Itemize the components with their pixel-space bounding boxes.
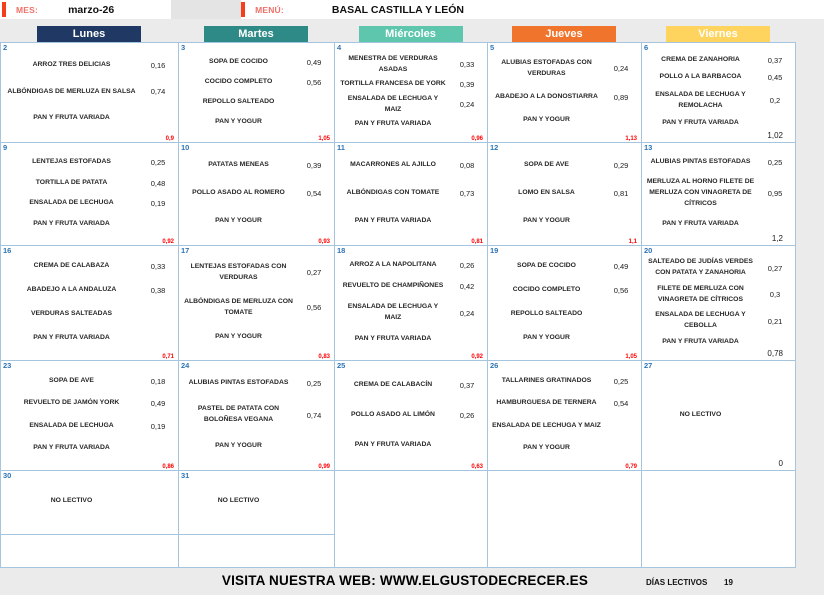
menu-item	[490, 443, 639, 454]
menu-item-name: ENSALADA DE LECHUGA Y CEBOLLA	[655, 311, 746, 330]
day-total: 1,1	[628, 239, 637, 245]
menu-item	[490, 376, 639, 387]
day-total: 1,05	[318, 136, 330, 142]
menu-item-name: PAN Y YOGUR	[523, 333, 570, 341]
day-total: 1,2	[771, 234, 783, 243]
menu-item-name: PAN Y YOGUR	[215, 442, 262, 450]
menu-item-name: HAMBURGUESA DE TERNERA	[496, 399, 597, 407]
menu-item	[490, 261, 639, 272]
weekday-header-miércoles: Miércoles	[359, 26, 463, 42]
menu-item	[337, 54, 485, 76]
day-cell-27	[642, 361, 796, 471]
menu-item	[3, 261, 176, 272]
day-cell-18	[335, 246, 488, 361]
menu-item-value: 0,56	[613, 286, 629, 296]
menu-item-name: ARROZ TRES DELICIAS	[32, 60, 111, 68]
menu-item-value: 0,54	[306, 188, 322, 198]
menu-item-name: PAN Y FRUTA VARIADA	[662, 220, 739, 228]
menu-item-value: 0,27	[306, 268, 322, 278]
menu-item-name: LENTEJAS ESTOFADAS	[32, 157, 111, 165]
menu-item-value: 0,74	[150, 87, 166, 97]
menu-item-name: PAN Y FRUTA VARIADA	[354, 216, 432, 224]
menu-item	[3, 421, 176, 432]
menu-item-value: 0,33	[459, 60, 475, 70]
day-cell-3	[179, 43, 335, 143]
menu-item	[337, 260, 485, 271]
menu-item	[490, 115, 639, 126]
empty-cell	[642, 471, 796, 568]
menu-item	[3, 309, 176, 320]
menu-item-value: 0,25	[306, 378, 322, 388]
menu-item-name: PAN Y FRUTA VARIADA	[662, 118, 739, 126]
menu-item-value: 0,24	[459, 308, 475, 318]
day-cell-13	[642, 143, 796, 246]
day-cell-31	[179, 471, 335, 568]
day-number: 17	[181, 246, 190, 255]
menu-item-value: 0,25	[767, 157, 783, 167]
menu-item	[337, 160, 485, 171]
menu-grid	[0, 42, 796, 568]
menu-item-name: FILETE DE MERLUZA CON VINAGRETA DE CÍTRICOS	[657, 284, 744, 303]
menu-item	[490, 160, 639, 171]
menu-item-name: POLLO ASADO AL ROMERO	[192, 189, 285, 197]
day-cell-4	[335, 43, 488, 143]
day-total: 1,02	[767, 131, 783, 140]
menu-value-field[interactable]: BASAL CASTILLA Y LEÓN	[331, 3, 464, 16]
menu-item	[337, 119, 485, 130]
menu-item	[181, 262, 332, 284]
day-cell-20	[642, 246, 796, 361]
menu-item-name: PATATAS MENEAS	[208, 161, 269, 169]
menu-item-value: 0,56	[306, 303, 322, 313]
menu-item-name: PAN Y YOGUR	[523, 216, 570, 224]
menu-item	[490, 398, 639, 409]
menu-item-name: POLLO A LA BARBACOA	[659, 73, 742, 81]
menu-item	[3, 333, 176, 344]
menu-item	[644, 337, 793, 348]
menu-item	[490, 285, 639, 296]
menu-item-name: TORTILLA DE PATATA	[35, 178, 108, 186]
menu-item-name: COCIDO COMPLETO	[512, 286, 581, 294]
day-total: 0,63	[471, 464, 483, 470]
day-number: 20	[644, 246, 653, 255]
day-total: 0,79	[625, 464, 637, 470]
menu-item-name: VERDURAS SALTEADAS	[30, 309, 113, 317]
menu-item-name: PAN Y FRUTA VARIADA	[33, 333, 110, 341]
menu-item	[3, 285, 176, 296]
menu-item-name: CREMA DE CALABACÍN	[353, 380, 433, 388]
menu-item-value: 0,49	[150, 399, 166, 409]
menu-item-value: 0,81	[613, 188, 629, 198]
top-bar	[0, 0, 824, 19]
menu-item	[181, 332, 332, 343]
menu-item-name: REVUELTO DE CHAMPIÑONES	[342, 282, 444, 290]
menu-item	[490, 333, 639, 344]
menu-item-value: 0,54	[613, 399, 629, 409]
menu-item-name: SOPA DE COCIDO	[209, 57, 268, 65]
accent-bar-icon	[241, 2, 245, 17]
menu-item	[181, 160, 332, 171]
day-total: 0,86	[162, 464, 174, 470]
day-total: 1,13	[625, 136, 637, 142]
menu-item-name: REPOLLO SALTEADO	[510, 309, 583, 317]
day-cell-11	[335, 143, 488, 246]
menu-item-value: 0,26	[459, 261, 475, 271]
menu-item-value: 0,27	[767, 263, 783, 273]
menu-item-name: COCIDO COMPLETO	[204, 77, 273, 85]
day-cell-5	[488, 43, 642, 143]
menu-item-name: PAN Y FRUTA VARIADA	[354, 335, 432, 343]
day-number: 2	[3, 43, 8, 52]
menu-item	[3, 157, 176, 168]
menu-item-name: NO LECTIVO	[217, 497, 260, 505]
menu-item-name: NO LECTIVO	[50, 497, 93, 505]
menu-item-name: CREMA DE ZANAHORIA	[661, 56, 740, 64]
menu-item	[181, 441, 332, 452]
menu-item-name: ALBÓNDIGAS CON TOMATE	[346, 189, 440, 197]
menu-item-name: PAN Y FRUTA VARIADA	[33, 220, 110, 228]
day-number: 5	[490, 43, 495, 52]
menu-item-name: ENSALADA DE LECHUGA	[29, 421, 114, 429]
day-total: 0,83	[318, 354, 330, 360]
day-number: 4	[337, 43, 342, 52]
menu-item	[3, 198, 176, 209]
weekday-header-viernes: Viernes	[666, 26, 770, 42]
topbar-gray-gap	[171, 0, 241, 19]
menu-item-value: 0,25	[150, 157, 166, 167]
cell-divider	[179, 534, 334, 535]
day-total: 0,92	[471, 354, 483, 360]
day-total: 0,96	[471, 136, 483, 142]
menu-item-name: PAN Y FRUTA VARIADA	[33, 114, 110, 122]
menu-item-value: 0,16	[150, 60, 166, 70]
menu-item	[490, 216, 639, 227]
menu-item-name: PAN Y YOGUR	[215, 333, 262, 341]
menu-item	[490, 92, 639, 103]
day-number: 19	[490, 246, 499, 255]
day-cell-30	[1, 471, 179, 568]
menu-item-name: REVUELTO DE JAMÓN YORK	[23, 399, 120, 407]
menu-item-name: CREMA DE CALABAZA	[33, 262, 110, 270]
menu-item	[644, 55, 793, 66]
menu-item-value: 0,24	[613, 64, 629, 74]
menu-item-value: 0,39	[459, 80, 475, 90]
menu-item	[644, 157, 793, 168]
menu-item-name: PAN Y YOGUR	[215, 117, 262, 125]
accent-bar-icon	[2, 2, 6, 17]
menu-item	[181, 117, 332, 128]
day-number: 10	[181, 143, 190, 152]
menu-item-name: SOPA DE AVE	[49, 376, 94, 384]
menu-item-name: MERLUZA AL HORNO FILETE DE MERLUZA CON VINAGRETA DE CÍTRICOS	[646, 178, 755, 207]
menu-item-value: 0,37	[767, 56, 783, 66]
menu-item-value: 0,2	[769, 96, 781, 106]
day-cell-6	[642, 43, 796, 143]
day-cell-26	[488, 361, 642, 471]
menu-item	[337, 281, 485, 292]
day-number: 18	[337, 246, 346, 255]
day-number: 27	[644, 361, 653, 370]
day-number: 16	[3, 246, 12, 255]
menu-item	[337, 79, 485, 90]
menu-item-value: 0,37	[459, 380, 475, 390]
menu-item	[337, 216, 485, 227]
menu-item-value: 0,18	[150, 376, 166, 386]
menu-item	[181, 57, 332, 68]
menu-item-value: 0,42	[459, 282, 475, 292]
menu-item-name: SALTEADO DE JUDÍAS VERDES CON PATATA Y ZANAHORIA	[648, 258, 753, 277]
menu-item-value: 0,89	[613, 92, 629, 102]
day-number: 13	[644, 143, 653, 152]
menu-item-name: TORTILLA FRANCESA DE YORK	[340, 80, 446, 88]
menu-item-name: MACARRONES AL AJILLO	[350, 161, 436, 169]
day-cell-19	[488, 246, 642, 361]
menu-item-value: 0,24	[459, 100, 475, 110]
empty-cell	[335, 471, 488, 568]
weekday-header-row	[0, 26, 795, 42]
mes-value-field[interactable]: marzo-26	[68, 3, 115, 16]
day-cell-24	[179, 361, 335, 471]
mes-label: MES:	[16, 4, 39, 15]
menu-label: MENÚ:	[255, 4, 284, 15]
menu-item	[644, 72, 793, 83]
empty-cell	[488, 471, 642, 568]
day-number: 23	[3, 361, 12, 370]
menu-item	[3, 376, 176, 387]
menu-item-name: ABADEJO A LA ANDALUZA	[26, 286, 117, 294]
menu-item	[181, 188, 332, 199]
day-total: 0,93	[318, 239, 330, 245]
menu-item	[644, 219, 793, 230]
menu-item-value: 0,39	[306, 161, 322, 171]
menu-item	[337, 94, 485, 116]
menu-item-value: 0,49	[613, 262, 629, 272]
weekday-header-jueves: Jueves	[512, 26, 616, 42]
menu-item-name: PAN Y YOGUR	[523, 444, 570, 452]
day-number: 24	[181, 361, 190, 370]
menu-item	[3, 60, 176, 71]
day-number: 3	[181, 43, 186, 52]
menu-item-name: PAN Y YOGUR	[523, 116, 570, 124]
day-cell-10	[179, 143, 335, 246]
menu-item-value: 0,45	[767, 73, 783, 83]
menu-item	[181, 496, 332, 507]
menu-item	[181, 404, 332, 426]
menu-item-name: ALUBIAS PINTAS ESTOFADAS	[188, 378, 289, 386]
menu-item-value: 0,95	[767, 188, 783, 198]
menu-item-name: LOMO EN SALSA	[518, 189, 575, 197]
menu-item	[490, 188, 639, 199]
menu-item-name: NO LECTIVO	[679, 410, 722, 418]
menu-item-value: 0,19	[150, 199, 166, 209]
menu-item	[3, 113, 176, 124]
menu-item-name: SOPA DE COCIDO	[517, 262, 576, 270]
day-number: 25	[337, 361, 346, 370]
menu-item	[337, 302, 485, 324]
menu-item-name: ENSALADA DE LECHUGA Y MAIZ	[492, 421, 601, 429]
menu-item-name: ALBÓNDIGAS DE MERLUZA CON TOMATE	[184, 298, 293, 316]
dias-lectivos-value: 19	[724, 578, 733, 587]
menu-item-value: 0,56	[306, 77, 322, 87]
menu-item	[3, 398, 176, 409]
day-number: 30	[3, 471, 12, 480]
menu-item-name: ENSALADA DE LECHUGA Y MAIZ	[347, 303, 439, 322]
menu-item	[181, 216, 332, 227]
day-cell-17	[179, 246, 335, 361]
menu-item	[644, 90, 793, 112]
menu-item-name: PASTEL DE PATATA CON BOLOÑESA VEGANA	[197, 405, 280, 423]
menu-item	[337, 440, 485, 451]
day-number: 26	[490, 361, 499, 370]
day-cell-23	[1, 361, 179, 471]
menu-item-name: ARROZ A LA NAPOLITANA	[349, 261, 437, 269]
menu-item-name: POLLO ASADO AL LIMÓN	[351, 410, 435, 418]
menu-item	[644, 310, 793, 332]
day-total: 0,9	[165, 136, 174, 142]
menu-item-value: 0,29	[613, 161, 629, 171]
menu-item-value: 0,25	[613, 376, 629, 386]
menu-item-name: ALUBIAS ESTOFADAS CON VERDURAS	[501, 59, 592, 77]
menu-item	[337, 380, 485, 391]
day-number: 9	[3, 143, 8, 152]
menu-item	[3, 219, 176, 230]
menu-item	[337, 410, 485, 421]
menu-item	[644, 410, 793, 421]
menu-item	[3, 443, 176, 454]
menu-item	[644, 284, 793, 306]
weekday-header-lunes: Lunes	[37, 26, 141, 42]
menu-item	[181, 77, 332, 88]
day-total: 0,78	[767, 349, 783, 358]
menu-item	[181, 297, 332, 319]
menu-item-value: 0,26	[459, 410, 475, 420]
menu-item-value: 0,21	[767, 316, 783, 326]
menu-item-name: LENTEJAS ESTOFADAS CON VERDURAS	[190, 262, 287, 281]
website-banner: VISITA NUESTRA WEB: WWW.ELGUSTODECRECER.ES	[221, 573, 589, 588]
menu-item-name: MENESTRA DE VERDURAS ASADAS	[348, 54, 438, 73]
menu-item-value: 0,49	[306, 57, 322, 67]
menu-item-name: SOPA DE AVE	[524, 161, 569, 169]
day-number: 6	[644, 43, 649, 52]
menu-item-value: 0,38	[150, 286, 166, 296]
menu-item-value: 0,73	[459, 188, 475, 198]
day-cell-9	[1, 143, 179, 246]
menu-item	[3, 178, 176, 189]
day-total: 0	[778, 459, 783, 468]
menu-item-name: PAN Y FRUTA VARIADA	[33, 444, 110, 452]
day-total: 0,81	[471, 239, 483, 245]
menu-item-name: PAN Y FRUTA VARIADA	[354, 120, 432, 128]
day-number: 12	[490, 143, 499, 152]
menu-item-name: ENSALADA DE LECHUGA Y REMOLACHA	[655, 90, 746, 109]
day-total: 0,92	[162, 239, 174, 245]
menu-item-name: ENSALADA DE LECHUGA Y MAIZ	[347, 94, 439, 113]
day-total: 0,99	[318, 464, 330, 470]
menu-item-value: 0,33	[150, 262, 166, 272]
menu-item-name: REPOLLO SALTEADO	[202, 97, 275, 105]
menu-item	[644, 177, 793, 210]
menu-item	[181, 378, 332, 389]
day-cell-2	[1, 43, 179, 143]
day-total: 0,71	[162, 354, 174, 360]
menu-item-value: 0,74	[306, 410, 322, 420]
menu-item	[490, 309, 639, 320]
menu-item-name: PAN Y FRUTA VARIADA	[354, 440, 432, 448]
menu-item	[490, 58, 639, 80]
menu-item-name: PAN Y FRUTA VARIADA	[662, 337, 739, 345]
menu-item-name: ABADEJO A LA DONOSTIARRA	[495, 92, 598, 100]
day-number: 11	[337, 143, 345, 152]
menu-item	[644, 118, 793, 129]
menu-item	[337, 334, 485, 345]
menu-item-name: ALBÓNDIGAS DE MERLUZA EN SALSA	[7, 87, 136, 95]
dias-lectivos-label: DÍAS LECTIVOS	[646, 578, 708, 587]
menu-item-value: 0,19	[150, 421, 166, 431]
menu-item-name: TALLARINES GRATINADOS	[501, 376, 592, 384]
menu-item-name: ALUBIAS PINTAS ESTOFADAS	[650, 157, 751, 165]
cell-divider	[1, 534, 178, 535]
menu-item	[490, 421, 639, 432]
menu-item-value: 0,48	[150, 178, 166, 188]
menu-item	[3, 87, 176, 98]
day-cell-12	[488, 143, 642, 246]
menu-item-name: PAN Y YOGUR	[215, 216, 262, 224]
menu-item	[3, 496, 176, 507]
day-total: 1,05	[625, 354, 637, 360]
menu-item	[337, 188, 485, 199]
day-cell-25	[335, 361, 488, 471]
weekday-header-martes: Martes	[204, 26, 308, 42]
menu-item	[181, 97, 332, 108]
menu-item-value: 0,08	[459, 161, 475, 171]
day-number: 31	[181, 471, 190, 480]
day-cell-16	[1, 246, 179, 361]
menu-item	[644, 257, 793, 279]
menu-item-name: ENSALADA DE LECHUGA	[29, 199, 114, 207]
menu-item-value: 0,3	[769, 290, 781, 300]
